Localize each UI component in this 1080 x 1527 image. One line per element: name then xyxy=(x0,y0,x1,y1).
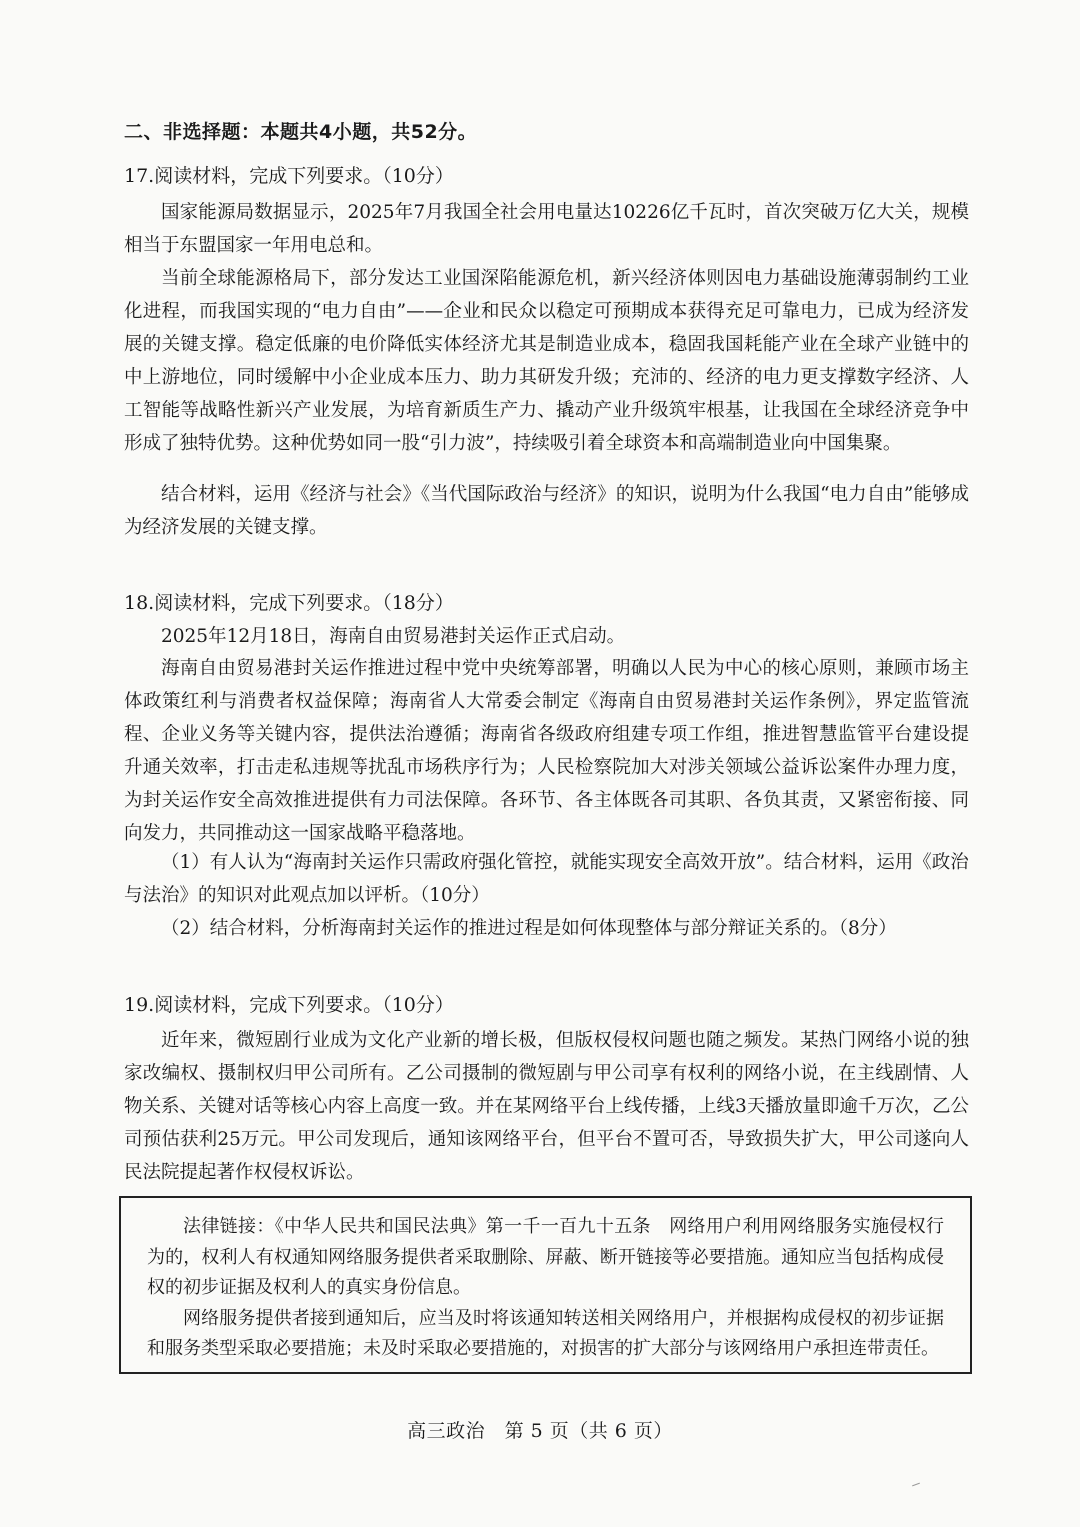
law-link-box xyxy=(119,1196,972,1374)
page-footer: 高三政治 第 5 页（共 6 页） xyxy=(407,1420,673,1442)
q19-paragraph: 近年来，微短剧行业成为文化产业新的增长极，但版权侵权问题也随之频发。某热门网络小说的独家改编权、摄制权归甲公司所有。乙公司摄制的微短剧与甲公司享有权利的网络小说，在主线剧情、人物关系、关键对话等核心内容上高度一致。并在某网络平台上线传播，上线3天播放量即逾千万次，乙公司预估获利25万元。甲公司发现后，通知该网络平台，但平台不置可否，导致损失扩大，甲公司遂向人民法院提起著作权侵权诉讼。 xyxy=(124,1030,969,1183)
q17-heading: 17.阅读材料，完成下列要求。（10分） xyxy=(124,165,454,187)
q18-subquestion-1: （1）有人认为“海南封关运作只需政府强化管控，就能实现安全高效开放”。结合材料，运用《政治与法治》的知识对此观点加以评析。（10分） xyxy=(124,852,969,906)
q17-paragraph-2: 当前全球能源格局下，部分发达工业国深陷能源危机，新兴经济体则因电力基础设施薄弱制约工业化进程，而我国实现的“电力自由”——企业和民众以稳定可预期成本获得充足可靠电力，已成为经济发展的关键支撑。稳定低廉的电价降低实体经济尤其是制造业成本，稳固我国耗能产业在全球产业链中的中上游地位，同时缓解中小企业成本压力、助力其研发升级；充沛的、经济的电力更支撑数字经济、人工智能等战略性新兴产业发展，为培育新质生产力、撬动产业升级筑牢根基，让我国在全球经济竞争中形成了独特优势。这种优势如同一股“引力波”，持续吸引着全球资本和高端制造业向中国集聚。 xyxy=(124,268,969,454)
q17-prompt: 结合材料，运用《经济与社会》《当代国际政治与经济》的知识，说明为什么我国“电力自由”能够成为经济发展的关键支撑。 xyxy=(124,484,969,538)
q18-paragraph-1: 2025年12月18日，海南自由贸易港封关运作正式启动。 xyxy=(161,626,626,647)
q17-paragraph-1: 国家能源局数据显示，2025年7月我国全社会用电量达10226亿千瓦时，首次突破万亿大关，规模相当于东盟国家一年用电总和。 xyxy=(124,202,969,256)
q18-paragraph-2: 海南自由贸易港封关运作推进过程中党中央统筹部署，明确以人民为中心的核心原则，兼顾市场主体政策红利与消费者权益保障；海南省人大常委会制定《海南自由贸易港封关运作条例》，界定监管流程、企业义务等关键内容，提供法治遵循；海南省各级政府组建专项工作组，推进智慧监管平台建设提升通关效率，打击走私违规等扰乱市场秩序行为；人民检察院加大对涉关领域公益诉讼案件办理力度，为封关运作安全高效推进提供有力司法保障。各环节、各主体既各司其职、各负其责，又紧密衔接、同向发力，共同推动这一国家战略平稳落地。 xyxy=(124,658,969,844)
section-title: 二、非选择题：本题共4小题，共52分。 xyxy=(124,121,478,143)
q19-heading: 19.阅读材料，完成下列要求。（10分） xyxy=(124,994,454,1016)
q18-subquestion-2: （2）结合材料，分析海南封关运作的推进过程是如何体现整体与部分辩证关系的。（8分） xyxy=(161,918,897,939)
scan-speck xyxy=(912,1483,920,1487)
law-link-paragraph-1: 法律链接：《中华人民共和国民法典》第一千一百九十五条 网络用户利用网络服务实施侵权行为的，权利人有权通知网络服务提供者采取删除、屏蔽、断开链接等必要措施。通知应当包括构成侵权的初步证据及权利人的真实身份信息。 xyxy=(147,1216,944,1298)
law-link-paragraph-2: 网络服务提供者接到通知后，应当及时将该通知转送相关网络用户，并根据构成侵权的初步证据和服务类型采取必要措施；未及时采取必要措施的，对损害的扩大部分与该网络用户承担连带责任。 xyxy=(147,1307,944,1359)
q18-heading: 18.阅读材料，完成下列要求。（18分） xyxy=(124,592,454,614)
